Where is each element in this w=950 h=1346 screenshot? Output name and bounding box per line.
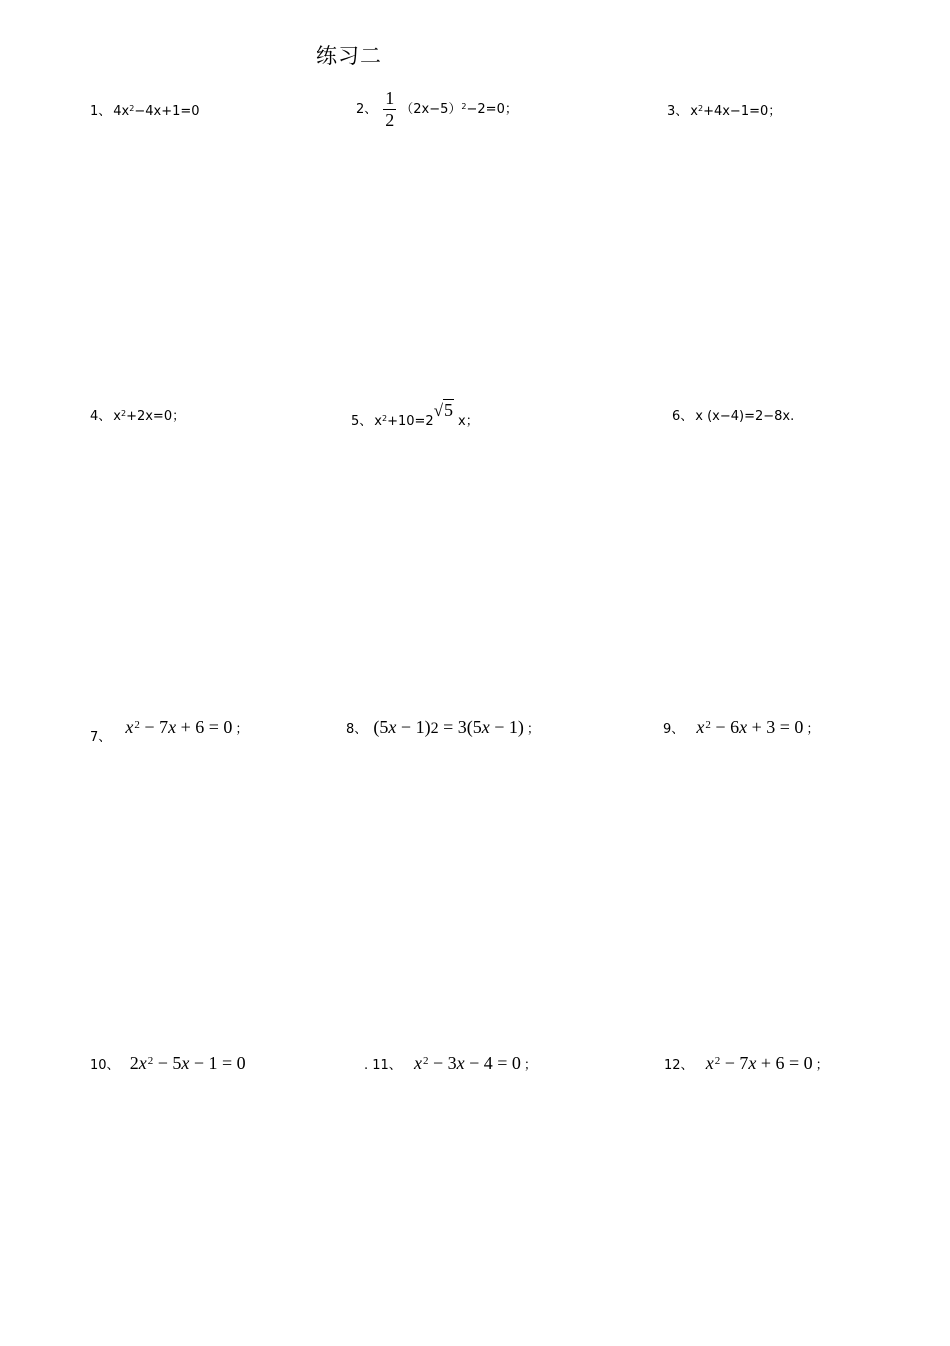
semicolon: ； [523,1058,537,1073]
equation-part: − 7 [720,1053,749,1073]
problem-number: 5、 [351,414,373,429]
variable: x [181,1053,190,1073]
equation-part: +2x=0； [126,409,186,424]
problem-number: 9、 [663,722,685,737]
equation-part: − 1) [396,717,431,737]
variable: x [388,717,397,737]
exponent: 2 [147,1055,154,1067]
equation-part: + 3 = 0 [747,717,804,737]
equation [373,717,523,737]
exponent: 2 [430,720,439,737]
variable: x [739,717,748,737]
equation-part: + 6 = 0 [756,1053,813,1073]
variable: x [456,1053,465,1073]
problem-number: . 11、 [364,1058,402,1073]
semicolon: ； [806,722,820,737]
problem-6 [672,410,794,423]
problem-number: 2、 [356,101,378,117]
equation-part: 2 [129,1053,139,1073]
exponent: 2 [129,104,135,113]
problem-10 [90,1054,246,1072]
equation [706,1053,813,1073]
problem-2 [356,89,518,130]
problem-1 [90,105,200,118]
problem-number: 6、 [672,409,694,424]
equation [414,1053,521,1073]
equation-part: − 3 [428,1053,457,1073]
variable: x [748,1053,757,1073]
equation-part: x [374,414,382,429]
problem-number: 1、 [90,104,112,119]
fraction-numerator: 1 [385,88,395,108]
equation-part: − 4 = 0 [464,1053,521,1073]
equation-part: （2x−5） [400,101,462,117]
exponent: 2 [422,1055,429,1067]
equation-part: − 5 [153,1053,182,1073]
problem-number: 12、 [664,1058,694,1073]
exponent: 2 [120,409,127,418]
exponent: 2 [381,414,388,423]
problem-12 [664,1054,829,1072]
problem-8 [346,718,540,737]
fraction-denominator: 2 [385,109,395,130]
problem-4 [90,410,185,423]
problem-number: 3、 [667,104,689,119]
equation-part: −4x+1=0 [134,104,200,119]
variable: x [413,1053,422,1073]
equation-part: = 3(5 [438,717,482,737]
semicolon: ； [526,722,540,737]
exponent: 2 [461,101,467,111]
exponent: 2 [697,104,704,113]
equation-part: x [690,104,698,119]
problem-number: 4、 [90,409,112,424]
equation [125,717,232,737]
problem-9 [663,718,819,736]
equation-part: − 6 [710,717,740,737]
equation-part: − 1 = 0 [189,1053,246,1073]
equation [130,1053,246,1073]
equation-part: +4x−1=0； [703,104,782,119]
equation-part: − 7 [139,717,169,737]
problem-11 [364,1054,537,1072]
exponent: 2 [705,719,711,731]
exponent: 2 [134,719,140,731]
variable: x [168,717,177,737]
equation-part: − 1) [489,717,524,737]
exponent: 2 [714,1055,721,1067]
variable: x [138,1053,147,1073]
variable: x [125,717,134,737]
equation-part: x； [458,414,479,429]
problem-3 [667,105,781,118]
equation [696,717,803,737]
semicolon: ； [235,722,249,737]
equation-part: +10=2 [387,414,434,429]
problem-number: 8、 [346,722,368,737]
fraction [383,89,396,130]
problem-7 [90,717,249,745]
variable: x [705,1053,714,1073]
equation-part: −2=0； [466,101,518,117]
semicolon: ； [815,1058,829,1073]
equation-part: x [113,409,121,424]
radicand: 5 [444,400,454,420]
square-root [434,401,454,419]
page-title: 练习二 [316,44,382,68]
equation-part: (5 [373,717,389,737]
equation-part: + 6 = 0 [176,717,233,737]
problem-number: 10、 [90,1058,120,1073]
variable: x [481,717,490,737]
equation-part: x (x−4)=2−8x. [695,409,795,424]
problem-5 [351,400,479,429]
radical-sign: √ [433,401,444,420]
equation-part: 4x [113,104,130,119]
variable: x [696,717,705,737]
problem-number: 7、 [90,730,112,745]
